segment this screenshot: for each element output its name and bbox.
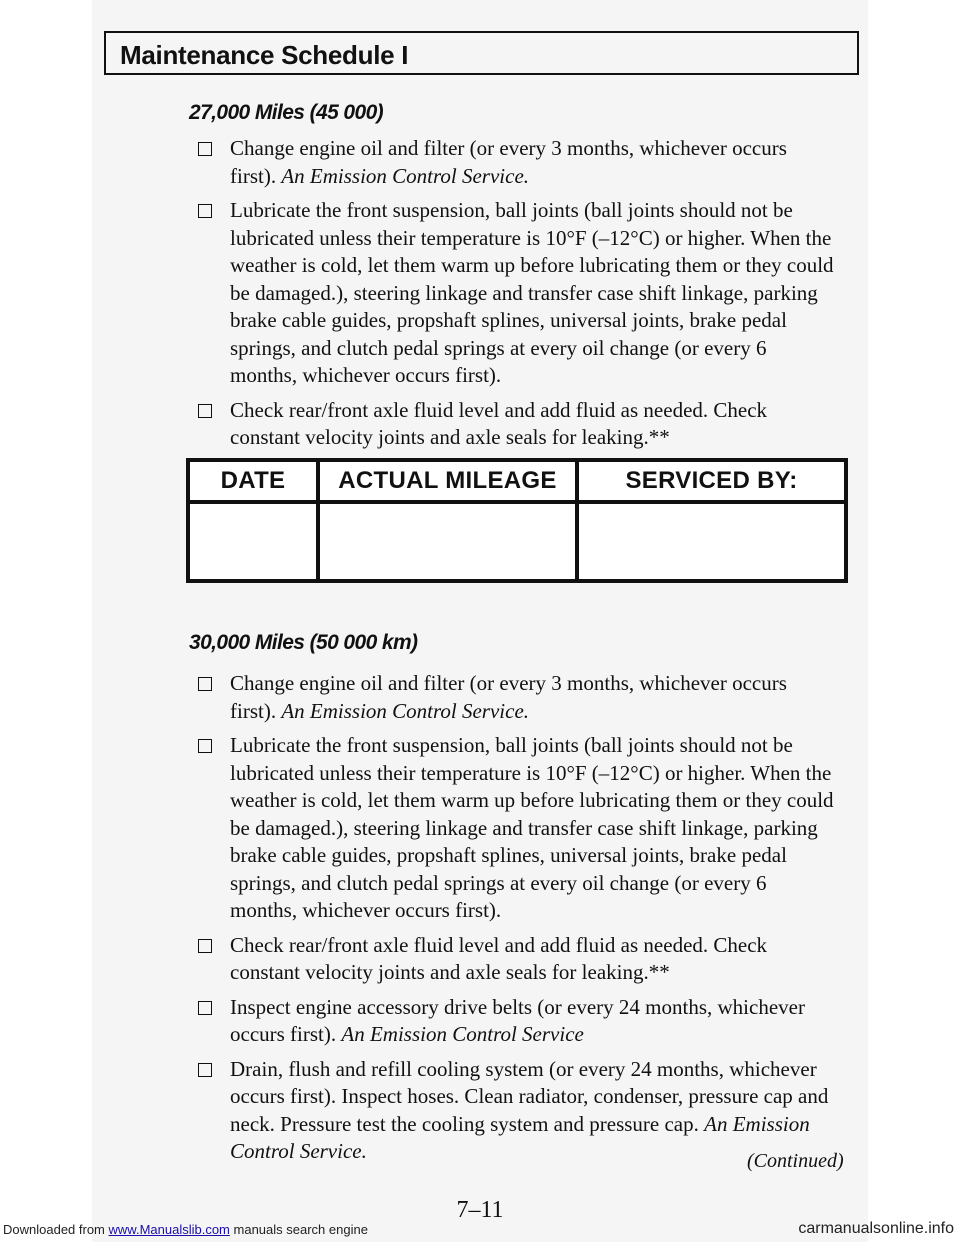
manualslib-link[interactable]: www.Manualslib.com <box>108 1222 230 1237</box>
item-text: Inspect engine accessory drive belts (or every 24 months, whichever occurs first). <box>230 994 805 1046</box>
section-heading-30000: 30,000 Miles (50 000 km) <box>189 631 418 654</box>
list-item <box>198 135 838 190</box>
list-item <box>198 732 838 925</box>
list-item <box>198 397 838 452</box>
list-item <box>198 994 838 1049</box>
list-item <box>198 932 838 987</box>
continued-label: (Continued) <box>747 1150 844 1172</box>
item-emphasis: An Emission Control Service. <box>281 163 530 188</box>
section-heading-27000: 27,000 Miles (45 000) <box>189 101 384 124</box>
date-cell[interactable] <box>190 500 316 579</box>
checkbox-icon[interactable] <box>198 939 212 953</box>
column-header-serviced-by: SERVICED BY: <box>575 462 844 500</box>
checkbox-icon[interactable] <box>198 404 212 418</box>
item-text: Drain, flush and refill cooling system (or every 24 months, whichever occurs first). Inspect hoses. Clean radiator, condenser, pressure cap and neck. Pressure test the cooling system and pressure cap. <box>230 1056 829 1136</box>
item-text: Change engine oil and filter (or every 3 months, whichever occurs first). <box>230 136 787 188</box>
watermark-text: carmanualsonline.info <box>798 1220 954 1237</box>
page-title: Maintenance Schedule I <box>120 40 409 70</box>
page-number: 7–11 <box>456 1197 504 1223</box>
section-27000-items <box>198 135 838 459</box>
checkbox-icon[interactable] <box>198 1001 212 1015</box>
item-text: Change engine oil and filter (or every 3 months, whichever occurs first). <box>230 671 787 723</box>
column-header-date: DATE <box>220 467 286 494</box>
service-table-header <box>190 462 844 504</box>
item-text: Check rear/front axle fluid level and add fluid as needed. Check constant velocity joints and axle seals for leaking.** <box>230 397 768 449</box>
footer-prefix: Downloaded from <box>3 1222 105 1237</box>
column-header-actual-mileage: ACTUAL MILEAGE <box>316 462 575 500</box>
item-emphasis: An Emission Control Service <box>341 1022 584 1046</box>
item-emphasis: An Emission Control Service. <box>281 698 530 723</box>
item-text: Lubricate the front suspension, ball joints (ball joints should not be lubricated unless their temperature is 10°F (–12°C) or higher. When the weather is cold, let them warm up before lubricating them or they could be damaged.), steering linkage and transfer case shift linkage, parking brake cable guides, propshaft splines, universal joints, brake pedal springs, and clutch pedal springs at every oil change (or every 6 months, whichever occurs first). <box>230 198 834 387</box>
list-item <box>198 1056 838 1166</box>
list-item <box>198 670 838 725</box>
checkbox-icon[interactable] <box>198 204 212 218</box>
checkbox-icon[interactable] <box>198 1063 212 1077</box>
checkbox-icon[interactable] <box>198 142 212 156</box>
checkbox-icon[interactable] <box>198 677 212 691</box>
serviced-by-cell[interactable] <box>575 500 844 579</box>
footer-suffix: manuals search engine <box>233 1222 368 1237</box>
list-item <box>198 197 838 390</box>
item-text: Lubricate the front suspension, ball joints (ball joints should not be lubricated unless their temperature is 10°F (–12°C) or higher. When the weather is cold, let them warm up before lubricating them or they could be damaged.), steering linkage and transfer case shift linkage, parking brake cable guides, propshaft splines, universal joints, brake pedal springs, and clutch pedal springs at every oil change (or every 6 months, whichever occurs first). <box>230 733 834 922</box>
checkbox-icon[interactable] <box>198 739 212 753</box>
actual-mileage-cell[interactable] <box>316 500 575 579</box>
download-footer <box>3 1222 368 1237</box>
item-text: Check rear/front axle fluid level and add fluid as needed. Check constant velocity joints and axle seals for leaking.** <box>230 932 768 984</box>
item-emphasis: An Emission Control Service. <box>230 1111 810 1163</box>
section-30000-items <box>198 670 838 1173</box>
service-record-table <box>186 458 848 583</box>
